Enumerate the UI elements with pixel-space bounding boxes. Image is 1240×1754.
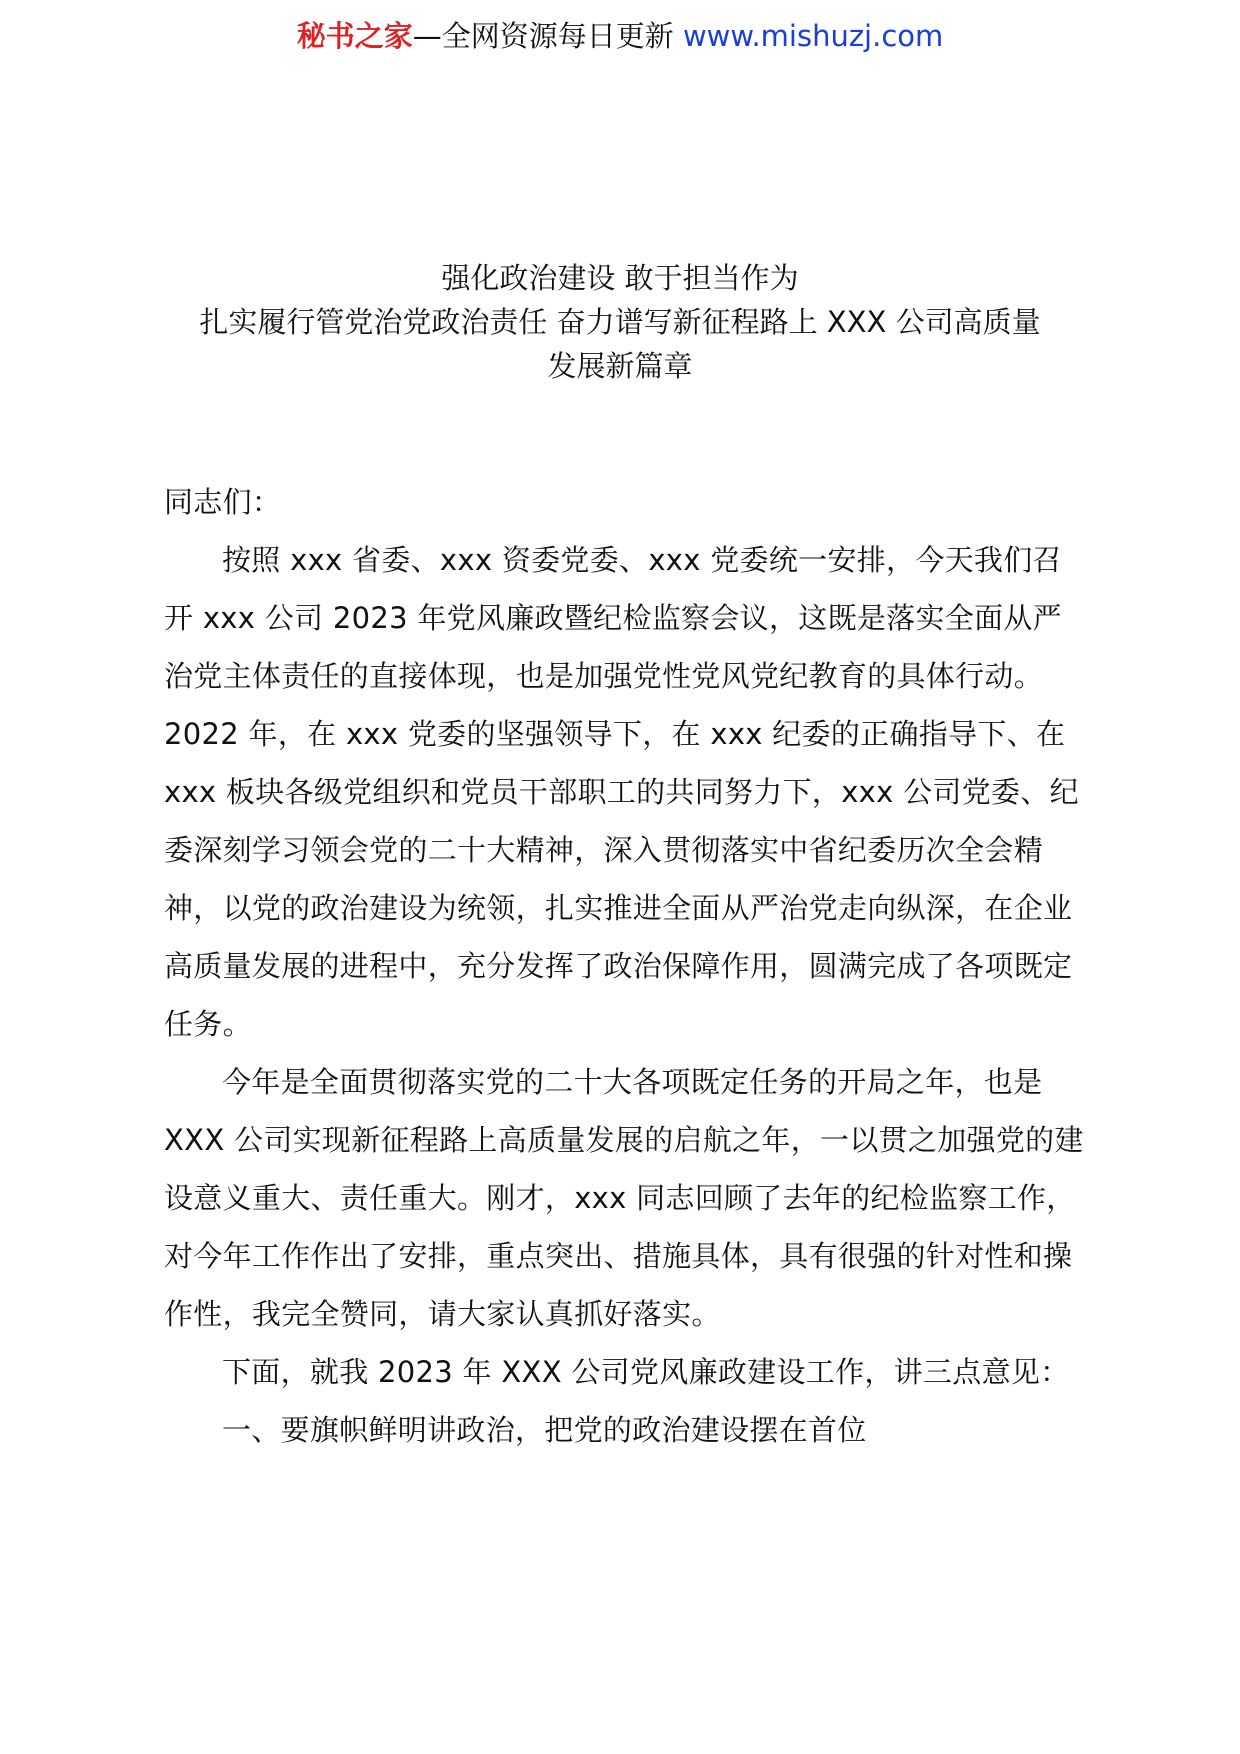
body-paragraph: 下面，就我 2023 年 XXX 公司党风廉政建设工作，讲三点意见：	[222, 1355, 1070, 1389]
site-tagline: —全网资源每日更新	[412, 19, 683, 53]
site-name: 秘书之家	[296, 19, 413, 53]
site-url-link[interactable]: www.mishuzj.com	[682, 19, 944, 53]
body-paragraph: 今年是全面贯彻落实党的二十大各项既定任务的开局之年，也是 XXX 公司实现新征程路上高质量发展的启航之年，一以贯之加强党的建设意义重大、责任重大。刚才，xxx 同志回顾了去年的纪检监察工作，对今年工作作出了安排，重点突出、措施具体，具有很强的针对性和操作性，我完全赞同，请大家认真抓好落实。	[164, 1065, 1084, 1331]
document-title	[150, 256, 1090, 388]
title-line: 发展新篇章	[547, 349, 693, 383]
site-header	[0, 14, 1240, 58]
section-heading: 一、要旗帜鲜明讲政治，把党的政治建设摆在首位	[222, 1413, 867, 1447]
salutation: 同志们：	[164, 485, 282, 519]
body-paragraph: 按照 xxx 省委、xxx 资委党委、xxx 党委统一安排，今天我们召开 xxx 公司 2023 年党风廉政暨纪检监察会议，这既是落实全面从严治党主体责任的直接体现，也是加强党性党风党纪教育的具体行动。2022 年，在 xxx 党委的坚强领导下，在 xxx 纪委的正确指导下、在 xxx 板块各级党组织和党员干部职工的共同努力下，xxx 公司党委、纪委深刻学习领会党的二十大精神，深入贯彻落实中省纪委历次全会精神，以党的政治建设为统领，扎实推进全面从严治党走向纵深，在企业高质量发展的进程中，充分发挥了政治保障作用，圆满完成了各项既定任务。	[164, 543, 1079, 1041]
title-line: 扎实履行管党治党政治责任 奋力谱写新征程路上 XXX 公司高质量	[199, 305, 1041, 339]
title-line: 强化政治建设 敢于担当作为	[441, 261, 799, 295]
document-body	[164, 473, 1084, 1459]
